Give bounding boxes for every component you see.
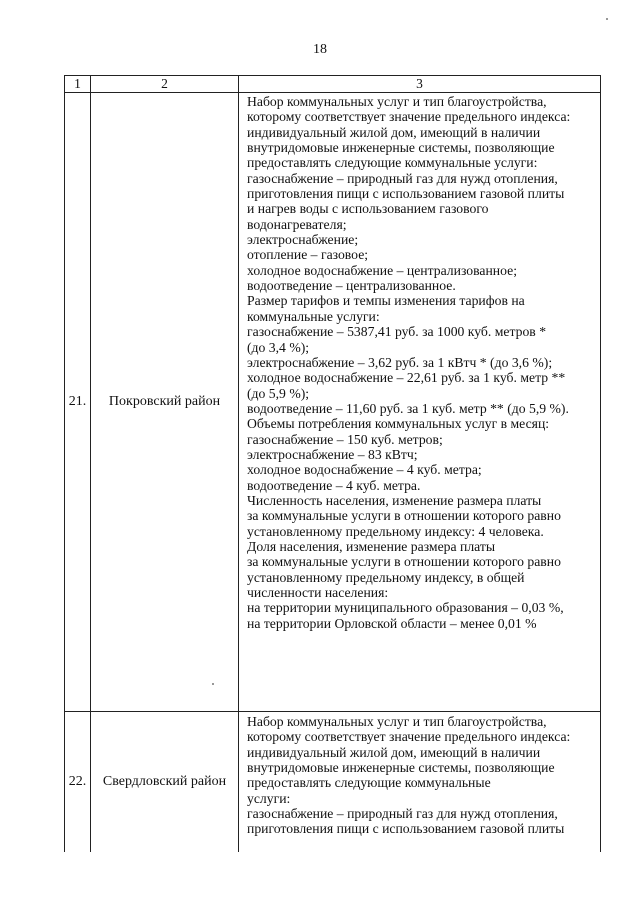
text-line: электроснабжение; [247, 232, 359, 248]
text-line: на территории Орловской области – менее 0,01 % [247, 615, 537, 631]
text-line: за коммунальные услуги в отношении которого равно [247, 554, 561, 570]
scan-speck [606, 18, 608, 20]
text-line: газоснабжение – 150 куб. метров; [247, 431, 443, 447]
text-line: численности населения: [247, 585, 389, 600]
table-header-row [65, 76, 601, 93]
row-number: 21. [65, 93, 91, 712]
text-line: электроснабжение – 83 кВтч; [247, 446, 418, 462]
text-line: (до 5,9 %); [247, 385, 310, 401]
header-col-3: 3 [239, 76, 601, 93]
text-line: электроснабжение – 3,62 руб. за 1 кВтч * (до 3,6 %); [247, 354, 553, 370]
text-line: коммунальные услуги: [247, 308, 380, 324]
text-line: газоснабжение – природный газ для нужд отопления, [247, 170, 558, 186]
district-name: Свердловский район [91, 712, 239, 853]
text-line: внутридомовые инженерные системы, позволяющие [247, 760, 555, 776]
table-row [65, 93, 601, 712]
row-number: 22. [65, 712, 91, 853]
text-line: индивидуальный жилой дом, имеющий в наличии [247, 124, 541, 140]
text-line: услуги: [247, 790, 291, 806]
text-line: Размер тарифов и темпы изменения тарифов на [247, 293, 525, 309]
text-line: предоставлять следующие коммунальные [247, 775, 491, 791]
header-col-1: 1 [65, 76, 91, 93]
text-line: газоснабжение – природный газ для нужд отопления, [247, 806, 558, 822]
text-line: водоотведение – 4 куб. метра. [247, 477, 421, 493]
text-line: водоотведение – централизованное. [247, 278, 456, 294]
header-col-2: 2 [91, 76, 239, 93]
row-description [239, 712, 601, 853]
scan-speck [212, 683, 214, 685]
tariff-table [64, 75, 601, 852]
text-line: газоснабжение – 5387,41 руб. за 1000 куб. метров * [247, 324, 547, 340]
text-line: отопление – газовое; [247, 247, 369, 263]
text-line: приготовления пищи с использованием газовой плиты [247, 821, 565, 837]
text-line: водонагревателя; [247, 216, 347, 232]
text-line: (до 3,4 %); [247, 339, 310, 355]
text-line: индивидуальный жилой дом, имеющий в наличии [247, 744, 541, 760]
text-line: холодное водоснабжение – 22,61 руб. за 1 куб. метр ** [247, 370, 566, 386]
text-line: которому соответствует значение предельного индекса: [247, 109, 571, 125]
text-line: и нагрев воды с использованием газового [247, 201, 489, 217]
text-line: холодное водоснабжение – 4 куб. метра; [247, 462, 482, 478]
text-line: установленному предельному индексу: 4 человека. [247, 523, 544, 539]
table-row [65, 712, 601, 853]
text-line: за коммунальные услуги в отношении которого равно [247, 508, 561, 524]
text-line: Объемы потребления коммунальных услуг в месяц: [247, 416, 550, 432]
district-name: Покровский район [91, 93, 239, 712]
text-line: предоставлять следующие коммунальные услуги: [247, 155, 538, 171]
text-line: внутридомовые инженерные системы, позволяющие [247, 140, 555, 156]
text-line: Численность населения, изменение размера платы [247, 492, 542, 508]
row-description [239, 93, 601, 712]
text-line: холодное водоснабжение – централизованное; [247, 262, 518, 278]
text-line: водоотведение – 11,60 руб. за 1 куб. метр ** (до 5,9 %). [247, 400, 569, 416]
text-line: приготовления пищи с использованием газовой плиты [247, 186, 565, 202]
text-line: Набор коммунальных услуг и тип благоустройства, [247, 94, 547, 109]
text-line: Доля населения, изменение размера платы [247, 538, 496, 554]
text-line: установленному предельному индексу, в общей [247, 569, 525, 585]
text-line: которому соответствует значение предельного индекса: [247, 729, 571, 745]
page-number: 18 [313, 42, 327, 57]
text-line: Набор коммунальных услуг и тип благоустройства, [247, 714, 547, 729]
text-line: на территории муниципального образования – 0,03 %, [247, 600, 564, 616]
